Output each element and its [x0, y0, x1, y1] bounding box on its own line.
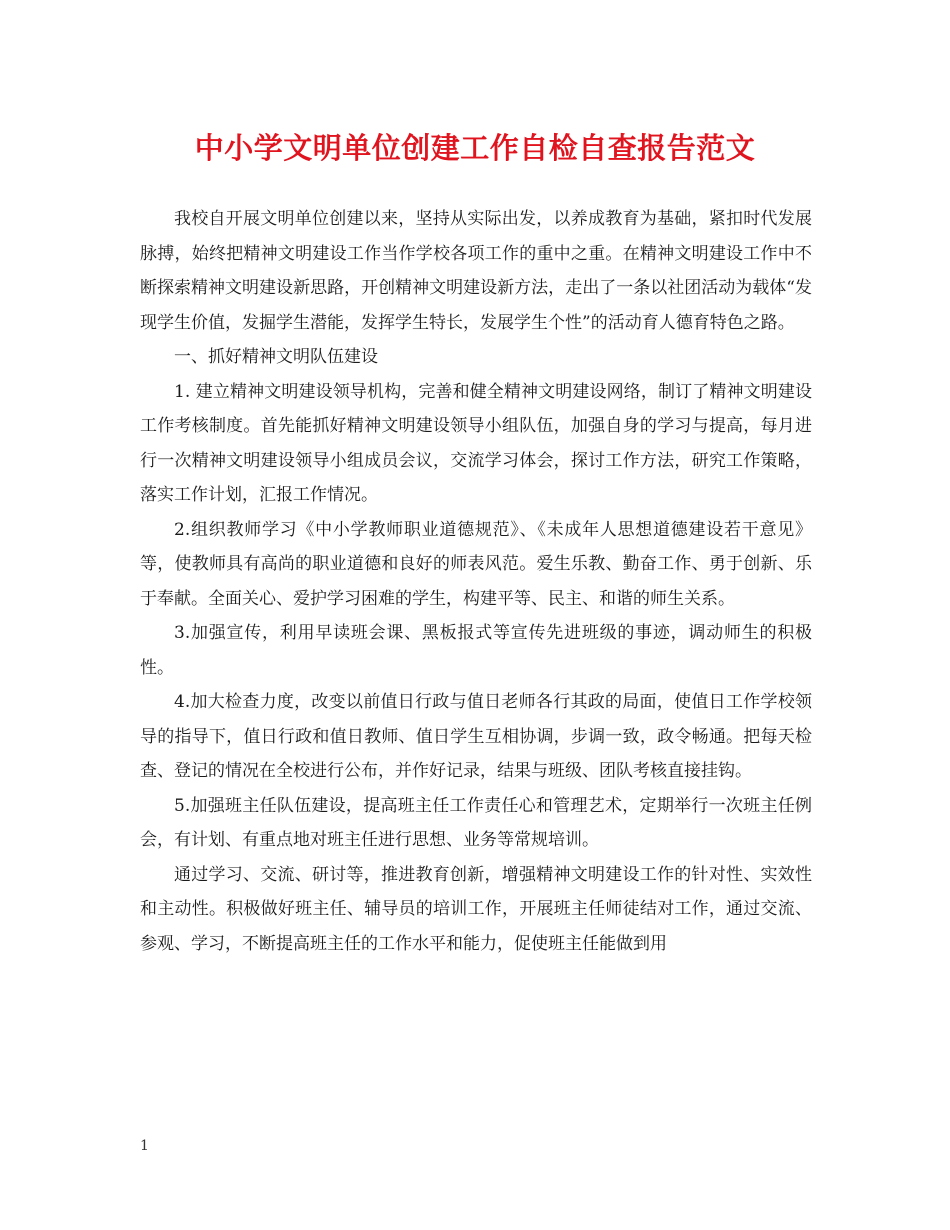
document-title: 中小学文明单位创建工作自检自查报告范文 — [194, 131, 756, 165]
document-body — [140, 202, 812, 961]
list-item-3: 3.加强宣传，利用早读班会课、黑板报式等宣传先进班级的事迹，调动师生的积极性。 — [140, 623, 812, 678]
list-item-4: 4.加大检查力度，改变以前值日行政与值日老师各行其政的局面，使值日工作学校领导的指导下，值日行政和值日教师、值日学生互相协调，步调一致，政令畅通。把每天检查、登记的情况在全校进行公布，并作好记录，结果与班级、团队考核直接挂钩。 — [140, 692, 812, 781]
section-heading: 一、抓好精神文明队伍建设 — [174, 347, 378, 367]
closing-paragraph: 通过学习、交流、研讨等，推进教育创新，增强精神文明建设工作的针对性、实效性和主动性。积极做好班主任、辅导员的培训工作，开展班主任师徒结对工作，通过交流、参观、学习，不断提高班主任的工作水平和能力，促使班主任能做到用 — [140, 864, 812, 954]
intro-paragraph: 我校自开展文明单位创建以来，坚持从实际出发，以养成教育为基础，紧扣时代发展脉搏，始终把精神文明建设工作当作学校各项工作的重中之重。在精神文明建设工作中不断探索精神文明建设新思路，开创精神文明建设新方法，走出了一条以社团活动为载体“发现学生价值，发掘学生潜能，发挥学生特长，发展学生个性”的活动育人德育特色之路。 — [140, 209, 812, 333]
list-item-5: 5.加强班主任队伍建设，提高班主任工作责任心和管理艺术，定期举行一次班主任例会，有计划、有重点地对班主任进行思想、业务等常规培训。 — [140, 795, 812, 850]
page-number: 1 — [140, 1138, 149, 1154]
list-item-2: 2.组织教师学习《中小学教师职业道德规范》、《未成年人思想道德建设若干意见》等，使教师具有高尚的职业道德和良好的师表风范。爱生乐教、勤奋工作、勇于创新、乐于奉献。全面关心、爱护学习困难的学生，构建平等、民主、和谐的师生关系。 — [140, 519, 812, 609]
list-item-1: 1. 建立精神文明建设领导机构，完善和健全精神文明建设网络，制订了精神文明建设工作考核制度。首先能抓好精神文明建设领导小组队伍，加强自身的学习与提高，每月进行一次精神文明建设领导小组成员会议，交流学习体会，探讨工作方法，研究工作策略，落实工作计划，汇报工作情况。 — [140, 381, 812, 505]
